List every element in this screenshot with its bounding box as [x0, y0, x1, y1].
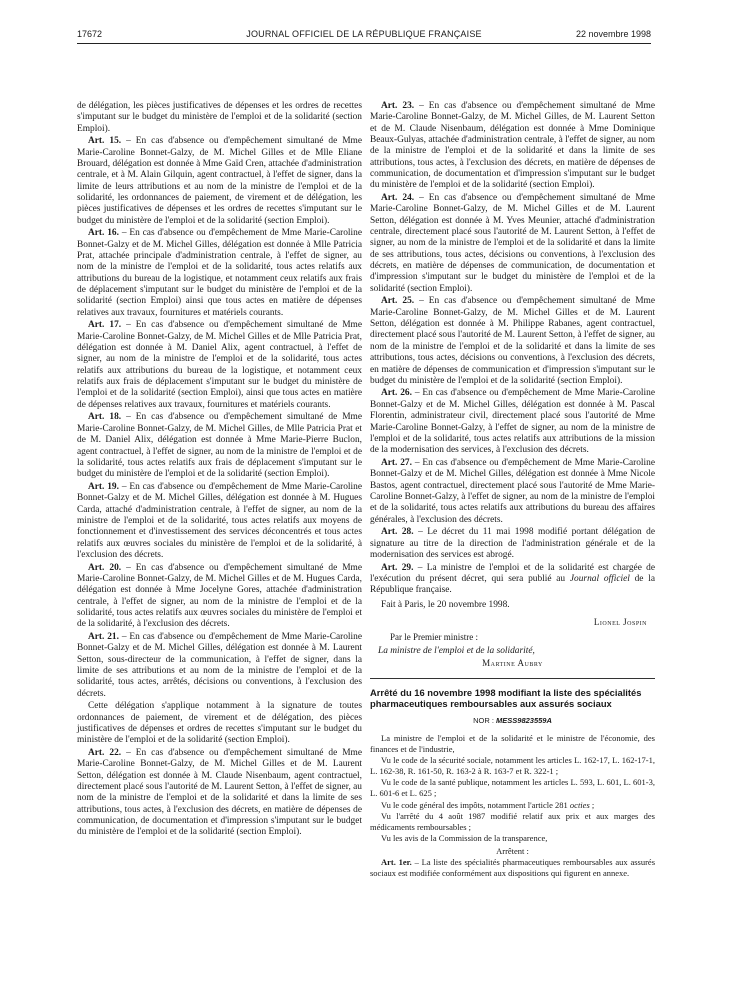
- signature-by: Par le Premier ministre :: [390, 632, 478, 643]
- article-25: [370, 296, 655, 387]
- page-number: 17672: [77, 29, 103, 39]
- article-text: Cette délégation s'applique notamment à la signature de toutes ordonnances de paiement, de virement et de délégation, des pièces justificatives de dépenses et ordres de recettes s'imputant sur le budget du ministère de l'emploi et de la solidarité (section Emploi).: [77, 701, 362, 746]
- place-date: Fait à Paris, le 20 novembre 1998.: [381, 599, 510, 610]
- left-column: [77, 101, 362, 840]
- article-label: Art. 29.: [381, 562, 414, 573]
- article-17: [77, 320, 362, 411]
- article-text: – En cas d'absence ou d'empêchement de Mme Marie-Caroline Bonnet-Galzy et de M. Michel Gilles, délégation est donnée à Mlle Patricia Prat, attachée principale d'administration centrale, à l'effet de signer, au nom de la ministre de l'emploi et de la solidarité, tous actes relatifs aux attributions du bureau de la logistique, et notamment ceux relatifs aux frais de déplacement s'imputant sur le budget du ministère de l'emploi et de la solidarité (section Emploi) ainsi que tous actes en matière de dépenses relatives aux travaux, fournitures et matériels courants.: [77, 228, 362, 318]
- arrete-article-1: [370, 857, 655, 878]
- header-rule: [77, 43, 651, 44]
- article-text: – La liste des spécialités pharmaceutiques remboursables aux assurés sociaux est modifiée conformément aux dispositions qui figurent en annexe.: [370, 857, 655, 878]
- visa-italic: octies: [569, 799, 590, 810]
- article-label: Art. 16.: [88, 228, 119, 239]
- article-label: Art. 22.: [88, 747, 122, 758]
- article-16: [77, 228, 362, 319]
- article-label: Art. 18.: [88, 412, 122, 423]
- nor-label: NOR :: [473, 715, 497, 725]
- visa-item: [370, 800, 655, 810]
- article-label: Art. 19.: [88, 481, 119, 492]
- article-text: – En cas d'absence ou d'empêchement simultané de Mme Marie-Caroline Bonnet-Galzy, de M. Michel Gilles et de M. Laurent Setton, délégation est donnée à M. Yves Meunier, attaché d'administration centrale, directement placé sous l'autorité de M. Laurent Setton, à l'effet de signer, au nom de la ministre de l'emploi et de la solidarité et dans la limite de ses attributions, tous actes, décisions ou conventions, à l'exclusion des décrets, en matière de dépenses de communication, de documentation et d'impression s'imputant sur le budget du ministère de l'emploi et de la solidarité (section Emploi).: [370, 193, 656, 294]
- article-15: [77, 136, 362, 227]
- arretent-heading: Arrêtent :: [496, 845, 529, 856]
- journal-title: JOURNAL OFFICIEL DE LA RÉPUBLIQUE FRANÇAISE: [246, 29, 482, 39]
- article-label: Art. 20.: [88, 562, 122, 573]
- article-28: [370, 527, 655, 561]
- article-text: de la République française.: [370, 573, 655, 596]
- page-header: [77, 28, 651, 42]
- article-20: [77, 563, 362, 631]
- article-21: [77, 632, 362, 700]
- article-label: Art. 23.: [381, 101, 415, 111]
- signer-name: Lionel Jospin: [593, 616, 647, 627]
- article-text: – Le décret du 11 mai 1998 modifié portant délégation de signature au titre de la direction de l'administration générale et de la modernisation des services est abrogé.: [370, 527, 656, 560]
- article-text: – En cas d'absence ou d'empêchement simultané de Mme Marie-Caroline Bonnet-Galzy, de M. Michel Gilles et de M. Laurent Setton, délégation est donnée à M. Philippe Rabanes, agent contractuel, directement placé sous l'autorité de M. Laurent Setton, à l'effet de signer, au nom de la ministre de l'emploi et de la solidarité et dans la limite de ses attributions, tous actes, décisions ou conventions, à l'exclusion des décrets, en matière de dépenses de communication et d'impression s'imputant sur le budget du ministère de l'emploi et de la solidarité (section Emploi).: [370, 296, 656, 386]
- visa-item: Vu le code de la santé publique, notamment les articles L. 593, L. 601, L. 601-3, L. 601-6 et L. 625 ;: [370, 777, 655, 798]
- article-text: – En cas d'absence ou d'empêchement de Mme Marie-Caroline Bonnet-Galzy et de M. Michel Gilles, délégation est donnée à Mme Nicole Bastos, agent contractuel, directement placé sous l'autorité de Mme Marie-Caroline Bonnet-Galzy, à l'effet de signer, au nom de la ministre de l'emploi et de la solidarité, tous actes relatifs aux attributions du bureau des affaires générales, à l'exclusion des décrets.: [370, 457, 655, 525]
- article-text: – En cas d'absence ou d'empêchement simultané de Mme Marie-Caroline Bonnet-Galzy, de M. Michel Gilles et de M. Hugues Carda, délégation est donnée à Mme Jocelyne Gores, attachée d'administration centrale, à l'effet de signer, au nom de la ministre de l'emploi et de la solidarité, tous actes relatifs aux œuvres sociales du ministère de l'emploi et de la solidarité, à l'exclusion des décrets.: [77, 562, 363, 630]
- article-text: – En cas d'absence ou d'empêchement de Mme Marie-Caroline Bonnet-Galzy et de M. Michel Gilles, délégation est donnée à M. Pascal Florentin, administrateur civil, directement placé sous l'autorité de Mme Marie-Caroline Bonnet-Galzy, à l'effet de signer, au nom de la ministre de l'emploi et de la solidarité, tous actes relatifs aux attributions de la mission de la modernisation des services, à l'exclusion des décrets.: [370, 388, 655, 456]
- right-column: [370, 101, 655, 879]
- article-label: Art. 27.: [381, 457, 412, 468]
- article-label: Art. 21.: [88, 631, 119, 642]
- article-26: [370, 388, 655, 456]
- article-24: [370, 193, 655, 295]
- minister-name: Martine Aubry: [482, 657, 543, 668]
- article-text: – En cas d'absence ou d'empêchement simultané de Mme Marie-Caroline Bonnet-Galzy, de M. Michel Gilles et de M. Laurent Setton, délégation est donnée à M. Claude Nisenbaum, agent contractuel, directement placé sous l'autorité de M. Laurent Setton, à l'effet de signer, au nom de la ministre de l'emploi et de la solidarité et dans la limite de ses attributions, tous actes, à l'exclusion des décrets, en matière de dépenses de communication, de documentation et d'impression s'imputant sur le budget du ministère de l'emploi et de la solidarité (section Emploi).: [77, 747, 363, 838]
- article-22: [77, 748, 362, 839]
- visa-text: ;: [589, 799, 595, 810]
- article-text: – En cas d'absence ou d'empêchement de Mme Marie-Caroline Bonnet-Galzy et de M. Michel Gilles, délégation est donnée à M. Laurent Setton, sous-directeur de la communication, à l'effet de signer, dans la limite de ses attributions et au nom de la ministre de l'emploi et de la solidarité, tous actes, arrêtés, décisions ou conventions, à l'exclusion des décrets.: [77, 631, 362, 699]
- article-23: [370, 101, 655, 192]
- issue-date: 22 novembre 1998: [575, 29, 651, 39]
- section-separator: [370, 678, 655, 679]
- article-21-continuation: [77, 701, 362, 746]
- journal-name: Journal officiel: [569, 573, 630, 584]
- visa-text: Vu le code général des impôts, notamment l'article 281: [381, 799, 570, 810]
- nor-reference: [370, 715, 655, 726]
- intro-paragraph: de délégation, les pièces justificatives de dépenses et les ordres de recettes s'imputant sur le budget du ministère de l'emploi et de la solidarité (section Emploi).: [77, 101, 362, 134]
- article-text: – En cas d'absence ou d'empêchement simultané de Mme Marie-Caroline Bonnet-Galzy, de M. Michel Gilles et de Mlle Patricia Prat, délégation est donnée à M. Daniel Alix, agent contractuel, à l'effet de signer, au nom de la ministre de l'emploi et de la solidarité, tous actes relatifs aux attributions du bureau de la logistique, et notamment ceux relatifs aux frais de déplacement s'imputant sur le budget du ministère de l'emploi et de la solidarité (section Emploi), ainsi que tous actes en matière de dépenses relatives aux travaux, fournitures et matériels courants.: [77, 320, 363, 410]
- article-label: Art. 28.: [381, 527, 414, 538]
- article-29: [370, 563, 655, 597]
- article-label: Art. 26.: [381, 388, 412, 399]
- article-text: – En cas d'absence ou d'empêchement simultané de Mme Marie-Caroline Bonnet-Galzy, de M. Michel Gilles, de Mlle Patricia Prat et de M. Daniel Alix, délégation est donnée à Mme Marie-Pierre Buclon, agent contractuel, à l'effet de signer, au nom de la ministre de l'emploi et de la solidarité, tous actes relatifs aux frais de déplacement s'imputant sur le budget du ministère de l'emploi et de la solidarité (section Emploi).: [77, 412, 363, 480]
- article-label: Art. 1er.: [381, 857, 412, 868]
- article-27: [370, 458, 655, 526]
- article-label: Art. 17.: [88, 320, 122, 331]
- visa-item: Vu l'arrêté du 4 août 1987 modifié relatif aux prix et aux marges des médicaments remboursables ;: [370, 811, 655, 832]
- arrete-preamble: La ministre de l'emploi et de la solidarité et le ministre de l'économie, des finances et de l'industrie,: [370, 733, 655, 754]
- article-label: Art. 25.: [381, 296, 415, 307]
- article-19: [77, 482, 362, 561]
- visa-item: Vu le code de la sécurité sociale, notamment les articles L. 162-17, L. 162-17-1, L. 162-38, R. 161-50, R. 163-2 à R. 163-7 et R. 322-1 ;: [370, 755, 655, 776]
- minister-title: La ministre de l'emploi et de la solidarité,: [378, 645, 535, 656]
- article-label: Art. 24.: [381, 193, 415, 204]
- article-label: Art. 15.: [88, 136, 122, 147]
- arrete-body: [370, 733, 655, 878]
- visa-item: Vu les avis de la Commission de la transparence,: [381, 833, 548, 844]
- article-text: – La ministre de l'emploi et de la solidarité est chargée de l'exécution du présent décret, qui sera publié au: [370, 562, 656, 584]
- article-text: – En cas d'absence ou d'empêchement de Mme Marie-Caroline Bonnet-Galzy et de M. Michel Gilles, délégation est donnée à M. Hugues Carda, attaché d'administration centrale, à l'effet de signer, au nom de la ministre de l'emploi et de la solidarité, tous actes relatifs aux moyens de fonctionnement et d'investissement des services déconcentrés et tous actes relatifs aux œuvres sociales du ministère de l'emploi et de la solidarité, à l'exclusion des décrets.: [77, 481, 362, 560]
- article-text: – En cas d'absence ou d'empêchement simultané de Mme Marie-Caroline Bonnet-Galzy, de M. Michel Gilles, de M. Laurent Setton et de M. Claude Nisenbaum, délégation est donnée à Mme Dominique Beaux-Gulyas, attachée d'administration centrale, à l'effet de signer, au nom de la ministre de l'emploi et de la solidarité et dans la limite de ses attributions, tous actes, à l'exclusion des décrets, en matière de dépenses de communication, de documentation et d'impression s'imputant sur le budget du ministère de l'emploi et de la solidarité (section Emploi).: [370, 101, 656, 191]
- nor-code: MESS9823559A: [496, 715, 552, 725]
- arrete-title: Arrêté du 16 novembre 1998 modifiant la liste des spécialités pharmaceutiques remboursables aux assurés sociaux: [370, 687, 642, 710]
- article-18: [77, 412, 362, 480]
- article-text: – En cas d'absence ou d'empêchement simultané de Mme Marie-Caroline Bonnet-Galzy, de M. Michel Gilles et de Mlle Eliane Brouard, délégation est donnée à Mme Gaïd Cren, attachée d'administration centrale, et à M. Alain Gilquin, agent contractuel, à l'effet de signer, dans la limite de leurs attributions et au nom de la ministre de l'emploi et de la solidarité, les ordonnances de paiement, de virement et de délégation, les pièces justificatives de dépenses et les ordres de recettes s'imputant sur le budget du ministère de l'emploi et de la solidarité (section Emploi).: [77, 136, 363, 226]
